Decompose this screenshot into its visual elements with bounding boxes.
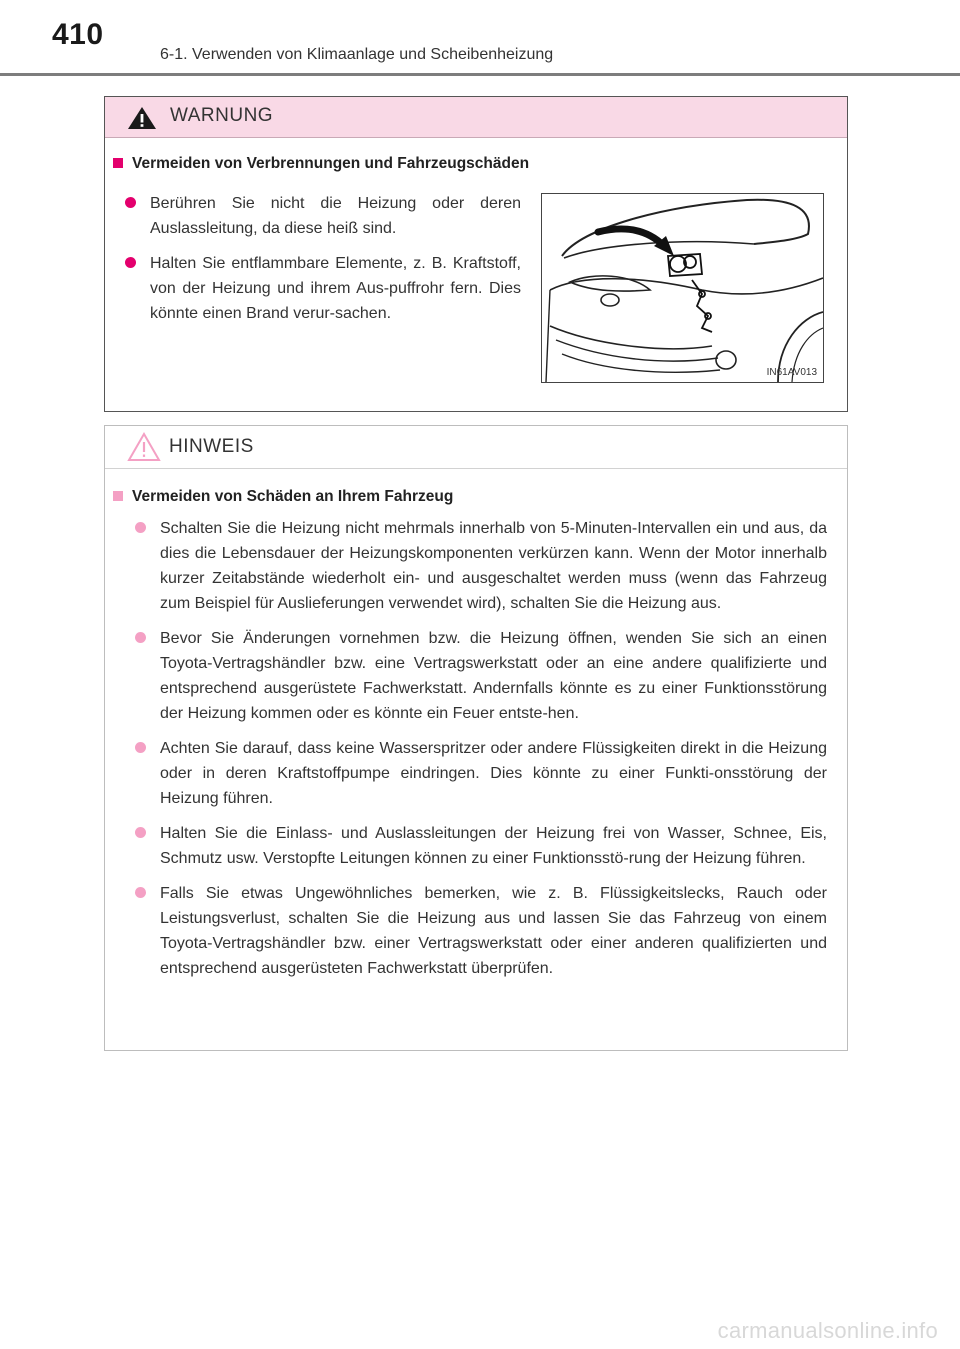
list-item-text: Achten Sie darauf, dass keine Wasserspritzer oder andere Flüssigkeiten direkt in die Heizung oder in deren Kraftstoffpumpe eindringen. Dies könnte zu einer Funkti-onsstörung der Heizung führen. <box>160 740 827 807</box>
section-title: 6-1. Verwenden von Klimaanlage und Scheibenheizung <box>160 46 554 63</box>
warning-list <box>123 191 521 336</box>
square-bullet-icon <box>113 158 123 168</box>
warning-heading <box>113 155 529 173</box>
list-item-text: Halten Sie entflammbare Elemente, z. B. Kraftstoff, von der Heizung und ihrem Aus-puffrohr fern. Dies könnte einen Brand verur-sachen. <box>150 255 521 322</box>
notice-box <box>104 425 848 1051</box>
warning-triangle-icon <box>127 106 157 130</box>
list-item <box>133 626 827 726</box>
list-item <box>133 821 827 871</box>
list-item <box>123 191 521 241</box>
bullet-dot-icon <box>135 887 146 898</box>
bullet-dot-icon <box>125 197 136 208</box>
list-item <box>133 516 827 616</box>
engine-heater-illustration <box>541 193 824 383</box>
list-item-text: Schalten Sie die Heizung nicht mehrmals innerhalb von 5-Minuten-Intervallen ein und aus, da dies die Lebensdauer der Heizungskomponenten verkürzen kann. Wenn der Motor innerhalb kurzer Zeitabstände wiederholt ein- und ausgeschaltet werden muss (wenn das Fahrzeug zum Beispiel für Auslieferungen verwendet wird), schalten Sie die Heizung aus. <box>160 520 827 612</box>
bullet-dot-icon <box>135 742 146 753</box>
warning-header <box>105 97 847 138</box>
list-item-text: Berühren Sie nicht die Heizung oder deren Auslassleitung, da diese heiß sind. <box>150 195 521 237</box>
notice-label: HINWEIS <box>169 436 254 457</box>
bullet-dot-icon <box>135 522 146 533</box>
square-bullet-icon <box>113 491 123 501</box>
header-divider <box>0 73 960 76</box>
illustration-code: IN61AV013 <box>766 367 817 378</box>
car-front-illustration-icon <box>542 194 823 382</box>
notice-heading-text: Vermeiden von Schäden an Ihrem Fahrzeug <box>132 488 454 505</box>
warning-label: WARNUNG <box>170 105 274 126</box>
watermark-site: carmanualsonline.info <box>717 1318 938 1343</box>
notice-heading <box>113 488 453 506</box>
list-item <box>133 736 827 811</box>
notice-header <box>105 426 847 469</box>
bullet-dot-icon <box>135 632 146 643</box>
bullet-dot-icon <box>125 257 136 268</box>
list-item-text: Halten Sie die Einlass- und Auslassleitungen der Heizung frei von Wasser, Schnee, Eis, Schmutz usw. Verstopfte Leitungen können zu einer Funktionsstö-rung der Heizung führen. <box>160 825 827 867</box>
list-item-text: Falls Sie etwas Ungewöhnliches bemerken, wie z. B. Flüssigkeitslecks, Rauch oder Leistungsverlust, schalten Sie die Heizung aus und lassen Sie das Fahrzeug von einem Toyota-Vertragshändler bzw. einer Vertragswerkstatt oder einer anderen qualifizierten und entsprechend ausgerüsteten Fachwerkstatt überprüfen. <box>160 885 827 977</box>
page-number: 410 <box>52 18 104 51</box>
bullet-dot-icon <box>135 827 146 838</box>
warning-heading-text: Vermeiden von Verbrennungen und Fahrzeugschäden <box>132 155 530 172</box>
caution-triangle-icon <box>127 432 161 462</box>
notice-list <box>133 516 827 991</box>
list-item <box>123 251 521 326</box>
warning-box <box>104 96 848 412</box>
list-item-text: Bevor Sie Änderungen vornehmen bzw. die Heizung öffnen, wenden Sie sich an einen Toyota-Vertragshändler bzw. eine Vertragswerkstatt oder an eine andere qualifizierte und entsprechend ausgerüstete Fachwerkstatt. Andernfalls könnte es zu einer Funktionsstörung der Heizung kommen oder es könnte ein Feuer entste-hen. <box>160 630 827 722</box>
list-item <box>133 881 827 981</box>
